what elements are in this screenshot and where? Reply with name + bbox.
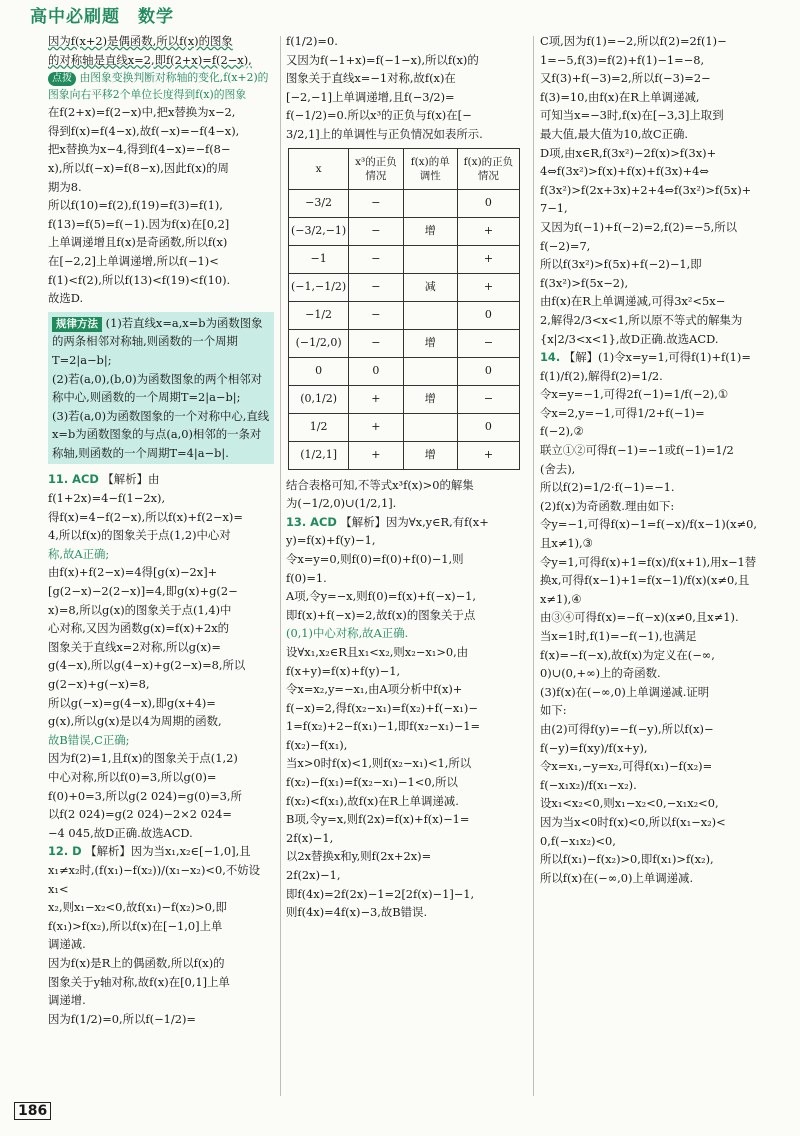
table-row [289, 245, 520, 273]
text-line: 2f(x)−1, [286, 830, 334, 845]
text-line: 7−1, [540, 201, 568, 216]
text-line: 因为f(2)=1,且f(x)的图象关于点(1,2) [48, 751, 238, 766]
text-line: 称,故A正确; [48, 546, 110, 561]
text-line: 得到f(x)=f(4−x),故f(−x)=−f(4−x), [48, 123, 240, 138]
text-line: f(x₂)−f(x₁)=f(x₂−x₁)−1<0,所以 [286, 775, 458, 790]
table-cell: − [349, 217, 403, 245]
tip-text: 由图象变换判断对称轴的变化,f(x+2)的图象向右平移2个单位长度得到f(x)的图象 [48, 71, 269, 102]
text-line: 因为当x₁,x₂∈[−1,0],且 [130, 844, 251, 859]
text-line: f(0)=1. [286, 570, 327, 585]
table-row [289, 217, 520, 245]
text-line: f(x₂)<f(x₁),故f(x)在R上单调递减. [286, 793, 459, 808]
text-line: 换x,可得f(x−1)+1=f(x−1)/f(x)(x≠0,且 [540, 573, 750, 588]
text-line: 联立①②可得f(−1)=−1或f(−1)=1/2 [540, 443, 734, 458]
text-line: {x|2/3<x<1},故D正确.故选ACD. [540, 331, 719, 346]
text-line: f(3)=10,由f(x)在R上单调递减, [540, 89, 700, 104]
text-line: 令x=x₁,−y=x₂,可得f(x₁)−f(x₂)= [540, 759, 713, 774]
text-line: (0,1)中心对称,故A正确. [286, 626, 409, 641]
text-line: −4 045,故D正确.故选ACD. [48, 825, 193, 840]
tip-note [48, 69, 274, 103]
table-cell: − [349, 189, 403, 217]
text-line: 因为当x<0时f(x)<0,所以f(x₁−x₂)< [540, 814, 726, 829]
text-line: 由(2)可得f(y)=−f(−y),所以f(x)− [540, 721, 714, 736]
table-cell: − [457, 329, 519, 357]
text-line: 因为f(x+2)是偶函数,所以f(x)的图象 [48, 34, 233, 48]
text-line: g(x),所以g(x)是以4为周期的函数, [48, 714, 222, 729]
text-line: 令x=2,y=−1,可得1/2+f(−1)= [540, 405, 705, 420]
text-line: g(2−x)+g(−x)=8, [48, 677, 150, 691]
text-line: f(−2),② [540, 424, 584, 439]
column-1 [48, 32, 274, 1028]
text-line: 当x=1时,f(1)=−f(−1),也满足 [540, 629, 697, 643]
text-line: f(1)<f(2),所以f(13)<f(19)<f(10). [48, 272, 231, 287]
column-2 [286, 32, 526, 922]
text-line: f(x₁)>f(x₂),所以f(x)在[−1,0]上单 [48, 918, 223, 933]
table-cell: −1 [289, 245, 349, 273]
text-line: f(1/2)=0. [286, 34, 338, 48]
analysis-tag: 【解】 [563, 350, 598, 365]
table-cell: − [349, 245, 403, 273]
text-line: 令x=y=0,则f(0)=f(0)+f(0)−1,则 [286, 551, 464, 566]
text-line: 把x替换为x−4,得到f(4−x)=−f(8− [48, 142, 231, 157]
sign-table [288, 148, 520, 470]
text-line: f(x₂)−f(x₁), [286, 737, 348, 752]
column-divider [280, 36, 281, 1096]
text-line: 又因为f(−1+x)=f(−1−x),所以f(x)的 [286, 52, 479, 67]
text-line: 设∀x₁,x₂∈R且x₁<x₂,则x₂−x₁>0,由 [286, 644, 469, 659]
table-cell: + [349, 413, 403, 441]
text-line: 结合表格可知,不等式x³f(x)>0的解集 [286, 477, 474, 492]
text-line: 为(−1/2,0)∪(1/2,1]. [286, 496, 397, 511]
text-line: f(x+y)=f(x)+f(y)−1, [286, 663, 401, 678]
text-line: 则f(4x)=4f(x)−3,故B错误. [286, 905, 428, 920]
table-row [289, 189, 520, 217]
question-number: 14. [540, 350, 561, 365]
method-label: 规律方法 [52, 317, 102, 332]
text-line: 图象关于直线x=2对称,所以g(x)= [48, 639, 221, 654]
text-line: (舍去), [540, 461, 576, 476]
table-cell: 增 [403, 385, 457, 413]
text-line: f(1)/f(2),解得f(2)=1/2. [540, 368, 663, 383]
table-cell [403, 301, 457, 329]
text-line: 又因为f(−1)+f(−2)=2,f(2)=−5,所以 [540, 219, 738, 234]
table-cell: (0,1/2) [289, 385, 349, 413]
table-cell: 减 [403, 273, 457, 301]
text-line: 因为f(x)是R上的偶函数,所以f(x)的 [48, 955, 225, 970]
text-line: 由③④可得f(x)=−f(−x)(x≠0,且x≠1). [540, 610, 739, 625]
text-line: 心对称,又因为函数g(x)=f(x)+2x的 [48, 621, 230, 636]
table-cell [403, 357, 457, 385]
text-line: (1)令x=y=1,可得f(1)+f(1)= [598, 350, 751, 365]
table-header: f(x)的正负情况 [457, 148, 519, 189]
table-cell: (−3/2,−1) [289, 217, 349, 245]
tip-label: 点拨 [48, 72, 76, 86]
text-line: 0,f(−x₁x₂)<0, [540, 833, 616, 848]
text-line: 即f(x)+f(−x)=2,故f(x)的图象关于点 [286, 607, 476, 622]
text-line: 由f(1+2x)=4−f(1−2x), [48, 472, 166, 506]
text-line: 故选D. [48, 291, 84, 306]
analysis-tag: 【解析】 [340, 514, 386, 529]
text-line: 所以f(3x²)>f(5x)+f(−2)−1,即 [540, 257, 702, 272]
table-row [289, 301, 520, 329]
table-cell [403, 245, 457, 273]
table-header: x [289, 148, 349, 189]
page-number: 186 [14, 1102, 51, 1120]
text-line: 所以f(x)在(−∞,0)上单调递减. [540, 870, 694, 885]
text-line: 又f(3)+f(−3)=2,所以f(−3)=2− [540, 71, 711, 86]
table-cell: 0 [457, 301, 519, 329]
text-line: 由f(x)+f(2−x)=4得[g(x)−2x]+ [48, 565, 218, 580]
table-row [289, 329, 520, 357]
text-line: 调递增. [48, 993, 86, 1008]
text-line: 令x=x₂,y=−x₁,由A项分析中f(x)+ [286, 682, 463, 697]
text-line: 因为f(1/2)=0,所以f(−1/2)= [48, 1011, 196, 1026]
text-line: f(−y)=f(xy)/f(x+y), [540, 740, 648, 755]
text-line: 所以f(10)=f(2),f(19)=f(3)=f(1), [48, 198, 223, 213]
text-line: 得f(x)=4−f(2−x),所以f(x)+f(2−x)= [48, 509, 243, 524]
table-cell: − [349, 329, 403, 357]
table-cell: 0 [349, 357, 403, 385]
text-line: 在[−2,2]上单调递增,所以f(−1)< [48, 253, 219, 268]
text-line: A项,令y=−x,则f(0)=f(x)+f(−x)−1, [286, 589, 477, 604]
text-line: f(13)=f(5)=f(−1).因为f(x)在[0,2] [48, 216, 230, 231]
text-line: 令x=y=−1,可得2f(−1)=1/f(−2),① [540, 387, 729, 402]
table-row [289, 273, 520, 301]
text-line: 4⇔f(3x²)>f(x)+f(x)+f(3x)+4⇔ [540, 164, 709, 179]
text-line: 设x₁<x₂<0,则x₁−x₂<0,−x₁x₂<0, [540, 796, 719, 811]
table-cell: 1/2 [289, 413, 349, 441]
table-cell: 0 [289, 357, 349, 385]
table-cell [403, 189, 457, 217]
page-header [10, 0, 790, 28]
text-line: x)=8,所以g(x)的图象关于点(1,4)中 [48, 602, 232, 617]
text-line: 期为8. [48, 179, 82, 194]
text-line: 3/2,1]上的单调性与正负情况如表所示. [286, 126, 483, 141]
table-cell: 0 [457, 357, 519, 385]
table-cell [403, 413, 457, 441]
table-cell: (1/2,1] [289, 441, 349, 469]
text-line: x₂,则x₁−x₂<0,故f(x₁)−f(x₂)>0,即 [48, 900, 227, 915]
text-line: 即f(4x)=2f(2x)−1=2[2f(x)−1]−1, [286, 886, 475, 901]
table-cell: 增 [403, 329, 457, 357]
text-line: 0)∪(0,+∞)上的奇函数. [540, 666, 661, 681]
text-line: f(−x)=2,得f(x₂−x₁)=f(x₂)+f(−x₁)− [286, 700, 478, 715]
table-cell: + [457, 273, 519, 301]
text-line: 所以f(2)=1/2·f(−1)=−1. [540, 480, 675, 495]
text-line: f(3x²)>f(5x−2), [540, 275, 629, 290]
table-cell: 0 [457, 189, 519, 217]
text-line: x≠1),④ [540, 591, 582, 606]
table-cell: 增 [403, 441, 457, 469]
text-line: 4,所以f(x)的图象关于点(1,2)中心对 [48, 528, 231, 543]
method-line: (1)若直线x=a,x=b为函数图象的两条相邻对称轴,则函数的一个周期T=2|a−b|; [52, 315, 263, 367]
table-cell: + [349, 385, 403, 413]
text-line: 调递减. [48, 937, 86, 952]
table-cell: + [457, 441, 519, 469]
text-line: f(−2)=7, [540, 238, 591, 253]
text-line: 所以f(x₁)−f(x₂)>0,即f(x₁)>f(x₂), [540, 852, 714, 867]
text-line: 中心对称,所以f(0)=3,所以g(0)= [48, 769, 217, 784]
table-cell: − [457, 385, 519, 413]
text-line: 故B错误,C正确; [48, 732, 130, 747]
text-line: 2f(2x)−1, [286, 868, 341, 883]
text-line: 图象关于直线x=−1对称,故f(x)在 [286, 71, 456, 86]
text-line: 的对称轴是直线x=2,即f(2+x)=f(2−x), [48, 52, 252, 67]
text-line: 所以g(−x)=g(4−x),即g(x+4)= [48, 695, 216, 710]
method-line: (2)若(a,0),(b,0)为函数图象的两个相邻对称中心,则函数的一个周期T=2|a−b|; [52, 371, 263, 405]
analysis-tag: 【解析】 [85, 844, 131, 859]
text-line: 如下: [540, 703, 567, 718]
text-line: C项,因为f(1)=−2,所以f(2)=2f(1)− [540, 34, 727, 48]
table-header: x³的正负情况 [349, 148, 403, 189]
text-line: x),所以f(−x)=f(8−x),因此f(x)的周 [48, 160, 229, 175]
table-cell: + [457, 245, 519, 273]
column-3 [540, 32, 788, 887]
text-line: 图象关于y轴对称,故f(x)在[0,1]上单 [48, 974, 230, 989]
text-line: f(x)=−f(−x),故f(x)为定义在(−∞, [540, 647, 715, 662]
table-row [289, 413, 520, 441]
question-number: 12. D [48, 844, 82, 859]
table-cell: −1/2 [289, 301, 349, 329]
text-line: 可知当x=−3时,f(x)在[−3,3]上取到 [540, 108, 724, 123]
text-line: 令y=1,可得f(x)+1=f(x)/f(x+1),用x−1替 [540, 554, 757, 569]
text-line: x₁≠x₂时,(f(x₁)−f(x₂))/(x₁−x₂)<0,不妨设x₁< [48, 862, 260, 896]
text-line: 最大值,最大值为10,故C正确. [540, 126, 688, 141]
table-cell: (−1/2,0) [289, 329, 349, 357]
text-line: 且x≠1),③ [540, 536, 593, 551]
book-title: 高中必刷题 数学 [30, 7, 174, 27]
table-header: f(x)的单调性 [403, 148, 457, 189]
table-cell: 0 [457, 413, 519, 441]
text-line: 令y=−1,可得f(x)−1=f(−x)/f(x−1)(x≠0, [540, 517, 757, 532]
text-line: D项,由x∈R,f(3x²)−2f(x)>f(3x)+ [540, 145, 717, 160]
table-cell: − [349, 301, 403, 329]
table-cell: 增 [403, 217, 457, 245]
table-cell: − [349, 273, 403, 301]
table-cell: (−1,−1/2) [289, 273, 349, 301]
text-line: 当x>0时f(x)<1,则f(x₂−x₁)<1,所以 [286, 756, 472, 771]
text-line: 以2x替换x和y,则f(2x+2x)= [286, 849, 432, 864]
table-cell: + [349, 441, 403, 469]
question-number: 11. ACD [48, 472, 99, 487]
text-line: (2)f(x)为奇函数.理由如下: [540, 498, 675, 513]
text-line: 由f(x)在R上单调递减,可得3x²<5x− [540, 294, 726, 309]
text-line: B项,令y=x,则f(2x)=f(x)+f(x)−1= [286, 812, 470, 827]
text-line: f(3x²)>f(2x+3x)+2+4⇔f(3x²)>f(5x)+ [540, 182, 752, 197]
text-line: (3)f(x)在(−∞,0)上单调递减.证明 [540, 684, 710, 699]
analysis-tag: 【解析】 [102, 472, 148, 487]
column-divider [533, 36, 534, 1096]
table-row [289, 357, 520, 385]
text-line: 2,解得2/3<x<1,所以原不等式的解集为 [540, 312, 743, 327]
text-line: [g(2−x)−2(2−x)]=4,即g(x)+g(2− [48, 584, 238, 599]
method-box [48, 312, 274, 465]
question-number: 13. ACD [286, 514, 337, 529]
text-line: 1=f(x₂)+2−f(x₁)−1,即f(x₂−x₁)−1= [286, 719, 481, 734]
text-line: [−2,−1]上单调递增,且f(−3/2)= [286, 89, 455, 104]
text-line: f(0)+0=3,所以g(2 024)=g(0)=3,所 [48, 788, 242, 803]
text-line: 以f(2 024)=g(2 024)−2×2 024= [48, 807, 232, 822]
text-line: 因为∀x,y∈R,有f(x+ [385, 514, 489, 529]
text-line: 1=−5,f(3)=f(2)+f(1)−1=−8, [540, 52, 705, 67]
method-line: (3)若(a,0)为函数图象的一个对称中心,直线x=b为函数图象的与点(a,0)相邻的一条对称轴,则函数的一个周期T=4|a−b|. [52, 408, 270, 460]
text-line: g(4−x),所以g(4−x)+g(2−x)=8,所以 [48, 658, 246, 673]
table-header-row [289, 148, 520, 189]
table-row [289, 441, 520, 469]
text-line: f(−1/2)=0.所以x³的正负与f(x)在[− [286, 108, 472, 123]
text-line: y)=f(x)+f(y)−1, [286, 533, 376, 548]
text-line: 上单调递增且f(x)是奇函数,所以f(x) [48, 235, 228, 250]
table-cell: + [457, 217, 519, 245]
table-row [289, 385, 520, 413]
text-line: f(−x₁x₂)/f(x₁−x₂). [540, 777, 637, 792]
table-cell: −3/2 [289, 189, 349, 217]
text-line: 在f(2+x)=f(2−x)中,把x替换为x−2, [48, 105, 236, 120]
